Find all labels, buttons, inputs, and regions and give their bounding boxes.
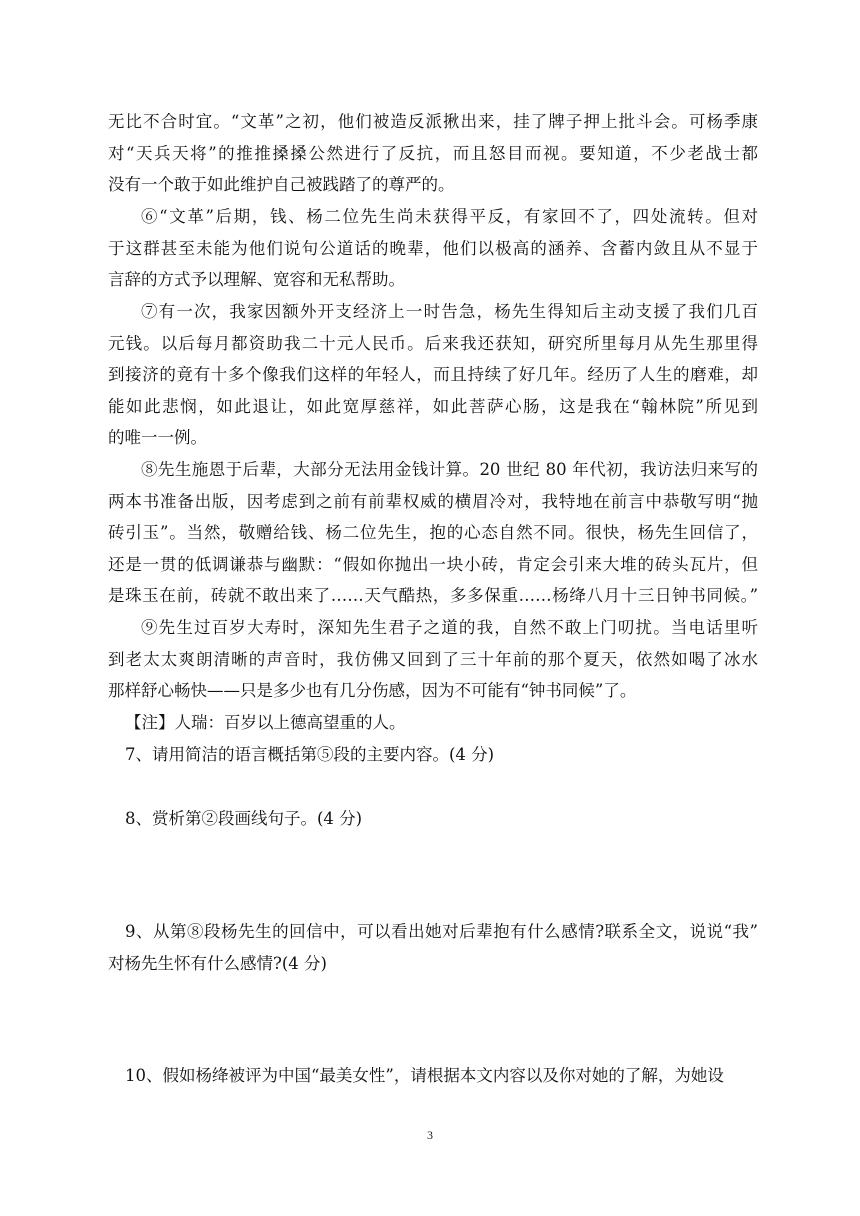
paragraph-7 <box>108 296 758 454</box>
text-line: 元钱。以后每月都资助我二十元人民币。后来我还获知，研究所里每月从先生那里得 <box>108 333 758 353</box>
question-10: 10、假如杨绛被评为中国“最美女性”，请根据本文内容以及你对她的了解，为她设 <box>125 1066 724 1085</box>
text-line: 于这群甚至未能为他们说句公道话的晚辈，他们以极高的涵养、含蓄内敛且从不显于 <box>108 238 758 258</box>
text-line: 没有一个敢于如此维护自己被践踏了的尊严的。 <box>108 175 455 195</box>
text-line: 的唯一一例。 <box>108 428 207 448</box>
text-line: ⑦有一次，我家因额外开支经济上一时告急，杨先生得知后主动支援了我们几百 <box>141 302 758 321</box>
text-line: 到老太太爽朗清晰的声音时，我仿佛又回到了三十年前的那个夏天，依然如喝了冰水 <box>108 649 758 669</box>
text-line: 那样舒心畅快——只是多少也有几分伤感，因为不可能有“钟书同候”了。 <box>108 681 637 701</box>
text-line: 对“天兵天将”的推推搡搡公然进行了反抗，而且怒目而视。要知道，不少老战士都 <box>108 143 758 163</box>
text-line: 砖引玉”。当然，敬赠给钱、杨二位先生，抱的心态自然不同。很快，杨先生回信了， <box>108 523 758 543</box>
question-7: 7、请用简洁的语言概括第⑤段的主要内容。(4 分) <box>125 745 495 764</box>
text-line: 两本书准备出版，因考虑到之前有前辈权威的横眉冷对，我特地在前言中恭敬写明“抛 <box>108 491 758 511</box>
text-line: ⑨先生过百岁大寿时，深知先生君子之道的我，自然不敢上门叨扰。当电话里听 <box>141 618 758 637</box>
paragraph-6 <box>108 201 758 296</box>
question-8: 8、赏析第②段画线句子。(4 分) <box>125 809 363 828</box>
text-line: 是珠玉在前，砖就不敢出来了……天气酷热，多多保重……杨绛八月十三日钟书同候。” <box>108 586 758 606</box>
paragraph-intro <box>108 106 758 201</box>
text-line: 还是一贯的低调谦恭与幽默：“假如你抛出一块小砖，肯定会引来大堆的砖头瓦片，但 <box>108 554 758 574</box>
text-line: 到接济的竟有十多个像我们这样的年轻人，而且持续了好几年。经历了人生的磨难，却 <box>108 365 758 385</box>
text-line: 言辞的方式予以理解、宽容和无私帮助。 <box>108 270 405 290</box>
text-line: 无比不合时宜。“文革”之初，他们被造反派揪出来，挂了牌子押上批斗会。可杨季康 <box>108 112 758 131</box>
text-line: 9、从第⑧段杨先生的回信中，可以看出她对后辈抱有什么感情?联系全文，说说“我” <box>125 922 758 941</box>
page-number: 3 <box>427 1128 433 1142</box>
paragraph-9 <box>108 612 758 707</box>
footnote: 【注】人瑞：百岁以上德高望重的人。 <box>125 713 406 732</box>
text-line: 能如此悲悯，如此退让，如此宽厚慈祥，如此菩萨心肠，这是我在“翰林院”所见到 <box>108 396 758 416</box>
text-line: ⑥“文革”后期，钱、杨二位先生尚未获得平反，有家回不了，四处流转。但对 <box>141 207 758 226</box>
text-line: 对杨先生怀有什么感情?(4 分) <box>108 953 327 973</box>
text-line: ⑧先生施恩于后辈，大部分无法用金钱计算。20 世纪 80 年代初，我访法归来写的 <box>141 460 758 479</box>
question-9 <box>108 916 758 979</box>
paragraph-8 <box>108 454 758 612</box>
